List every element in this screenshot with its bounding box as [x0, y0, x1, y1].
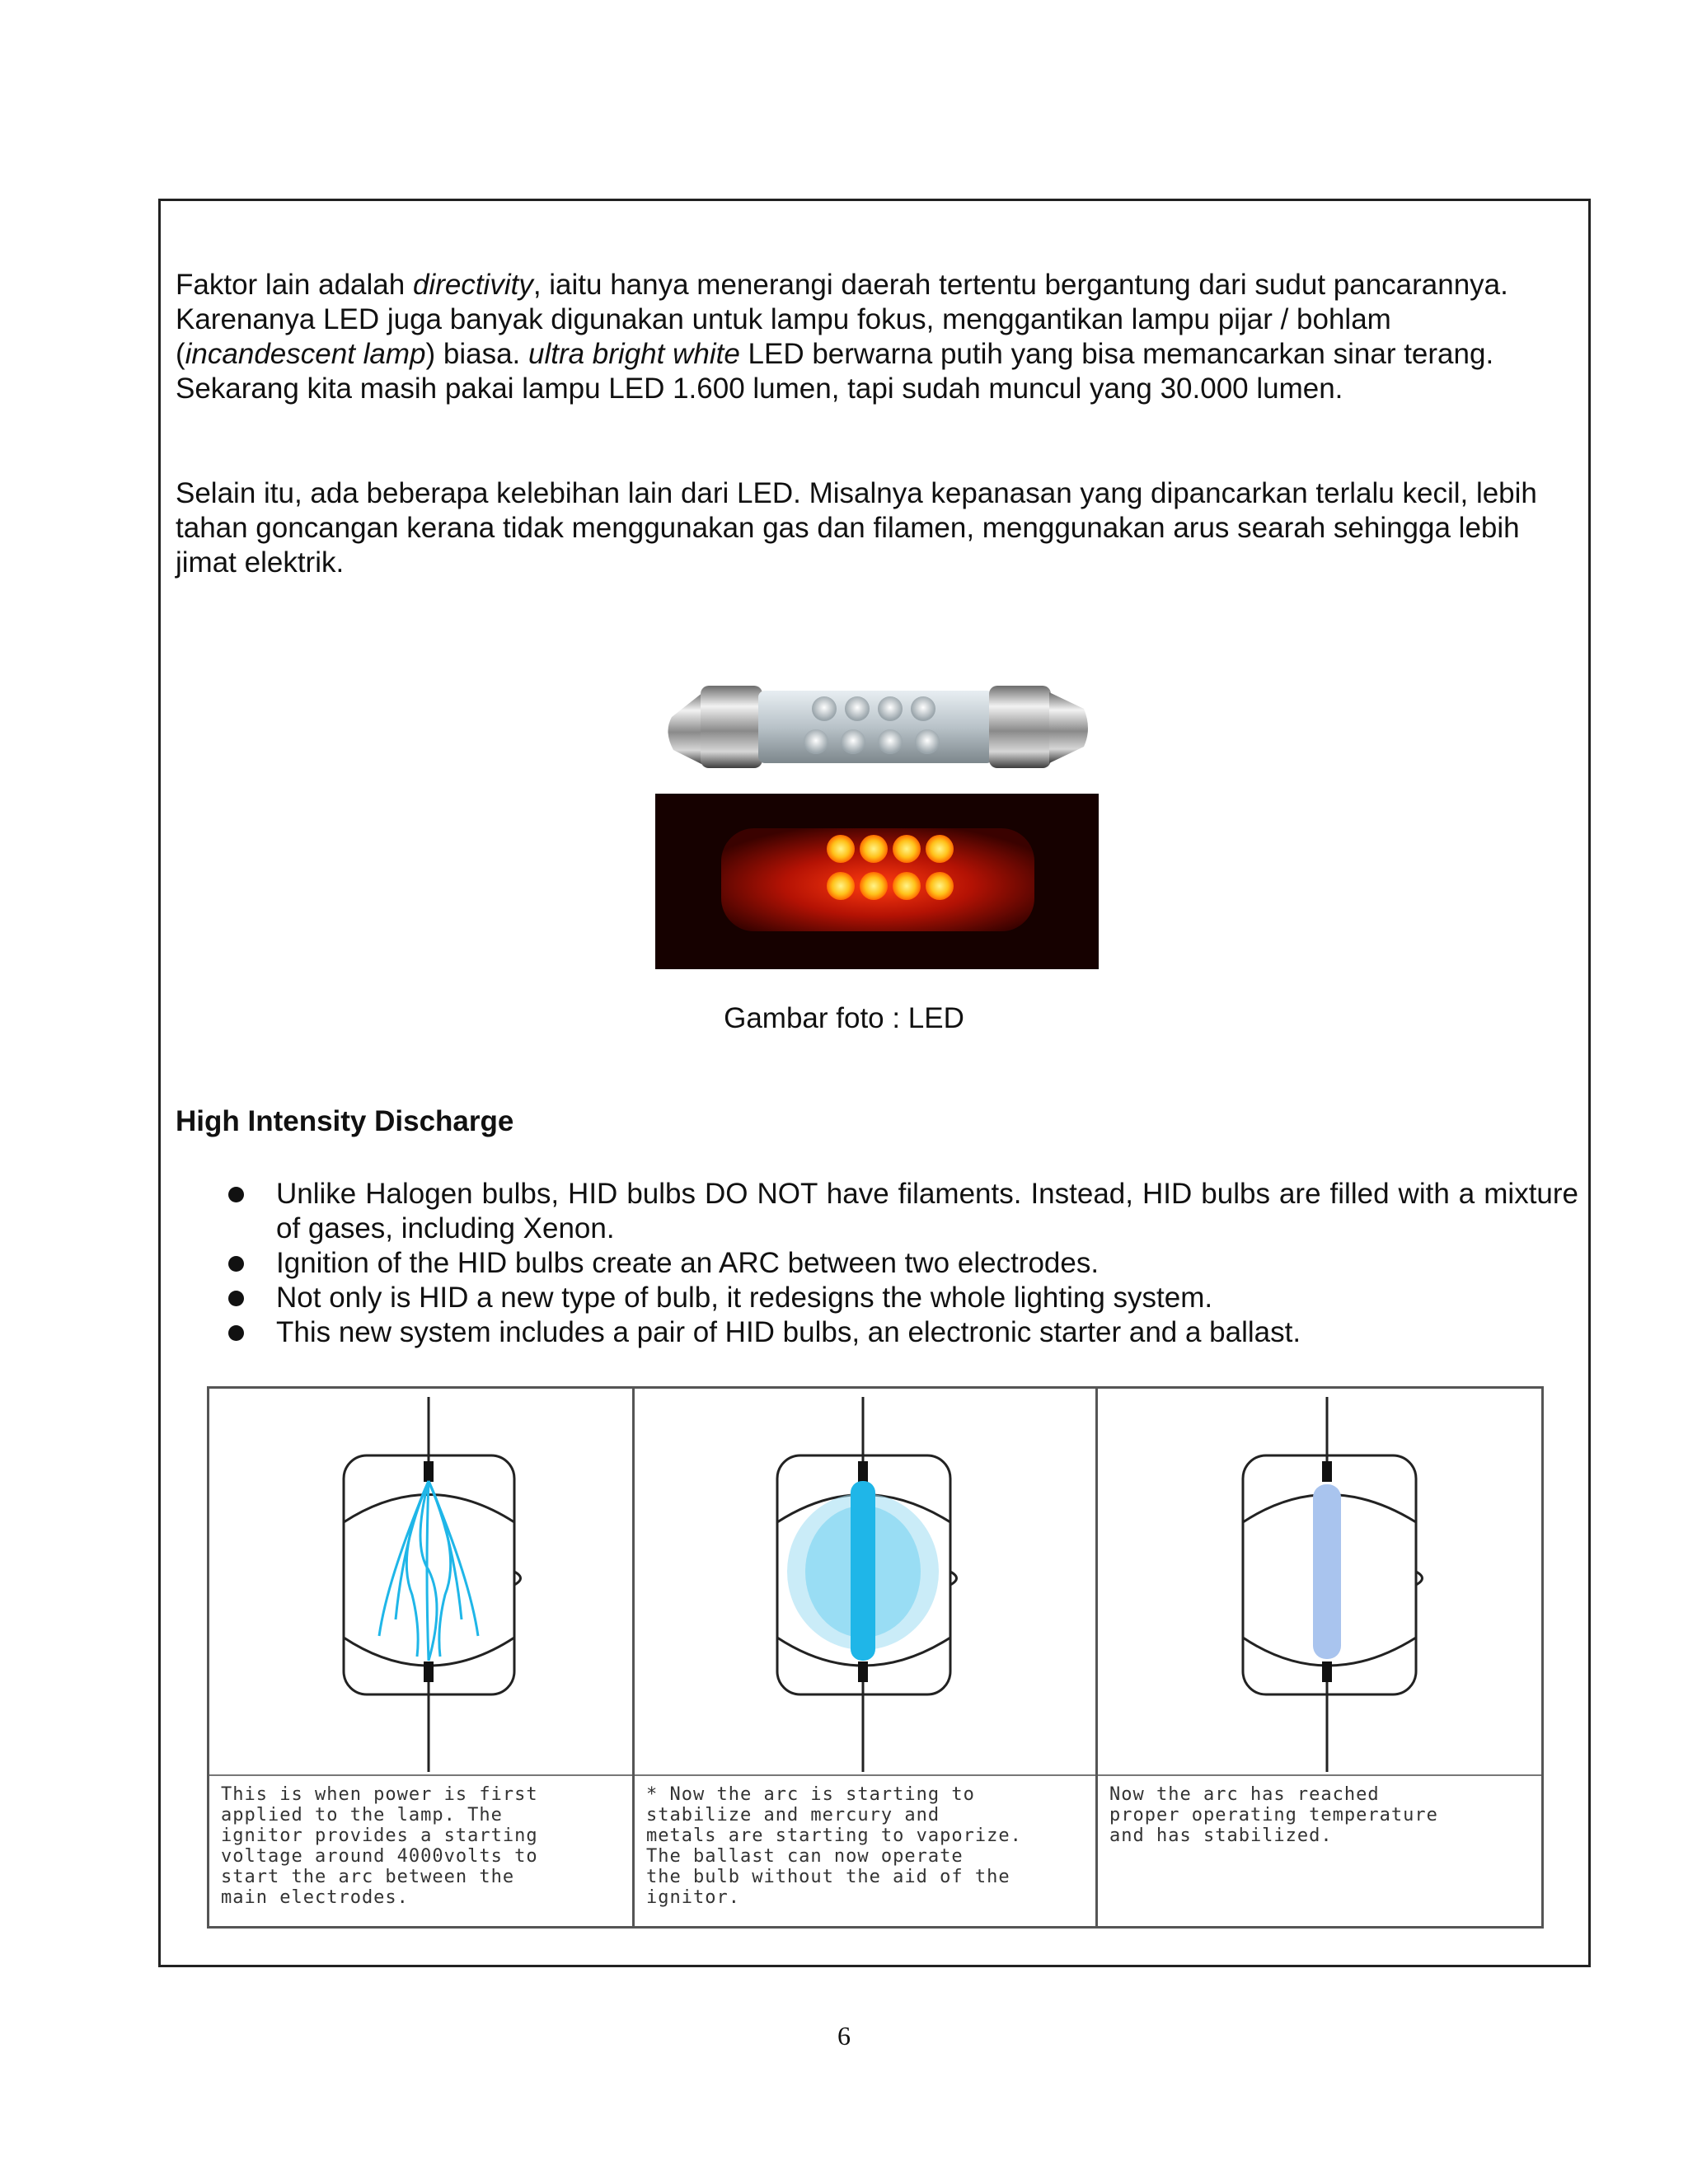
list-item: Not only is HID a new type of bulb, it redesigns the whole lighting system. [176, 1281, 1578, 1315]
hid-stage-stabilized-diagram [1098, 1389, 1541, 1776]
paragraph-led-advantages: Selain itu, ada beberapa kelebihan lain dari LED. Misalnya kepanasan yang dipancarkan terlalu kecil, lebih tahan goncangan kerana tidak menggunakan gas dan filamen, menggunakan arus searah sehingga lebih jimat elektrik. [176, 477, 1537, 579]
hid-bullet-list [176, 1177, 1578, 1350]
arc-column [851, 1481, 875, 1661]
led-photo [655, 643, 1099, 969]
stable-arc-column [1313, 1484, 1341, 1659]
hid-stage-ignition-text: This is when power is first applied to the lamp. The ignitor provides a starting voltage around 4000volts to start the arc between the main electrodes. [221, 1784, 538, 1908]
hid-stage-stabilized-text: Now the arc has reached proper operating temperature and has stabilized. [1109, 1784, 1438, 1846]
bullet-icon [228, 1291, 244, 1306]
arc-streamers [379, 1481, 478, 1661]
bullet-icon [228, 1256, 244, 1272]
list-item: Ignition of the HID bulbs create an ARC between two electrodes. [176, 1246, 1578, 1281]
hid-stages-table [207, 1386, 1544, 1929]
list-item: This new system includes a pair of HID bulbs, an electronic starter and a ballast. [176, 1315, 1578, 1350]
paragraph-directivity: Faktor lain adalah directivity, iaitu hanya menerangi daerah tertentu bergantung dari sudut pancarannya. Karenanya LED juga banyak digunakan untuk lampu fokus, menggantikan lampu pijar / bohlam (incandescent lamp) biasa. ultra bright white LED berwarna putih yang bisa memancarkan sinar terang. Sekarang kita masih pakai lampu LED 1.600 lumen, tapi sudah muncul yang 30.000 lumen. [176, 269, 1508, 405]
hid-stage-vaporize-diagram [635, 1389, 1095, 1776]
list-item: Unlike Halogen bulbs, HID bulbs DO NOT have filaments. Instead, HID bulbs are filled with a mixture of gases, including Xenon. [176, 1177, 1578, 1246]
hid-stage-ignition-diagram [209, 1389, 632, 1776]
figure-caption: Gambar foto : LED [724, 1002, 964, 1034]
led-lit-red-photo [655, 794, 1099, 969]
led-festoon-bulb [668, 686, 1088, 768]
hid-stage-vaporize-text: * Now the arc is starting to stabilize and mercury and metals are starting to vaporize. The ballast can now operate the bulb without the aid of the ignitor. [646, 1784, 1022, 1908]
page-number: 6 [837, 2021, 851, 2050]
bullet-icon [228, 1187, 244, 1202]
bullet-icon [228, 1325, 244, 1341]
section-heading: High Intensity Discharge [176, 1105, 514, 1137]
